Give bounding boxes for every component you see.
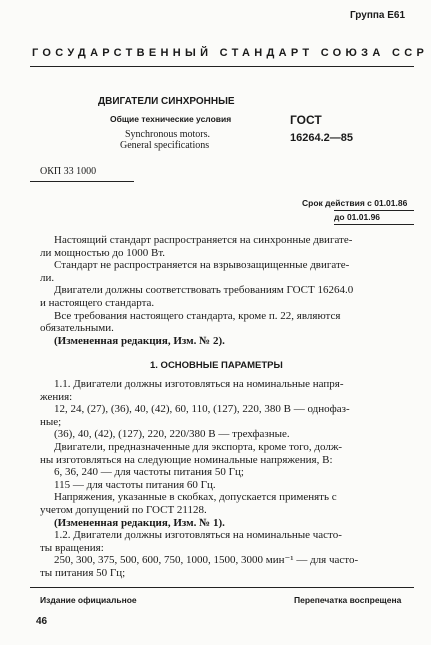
text-line: обязательными. (40, 322, 114, 335)
text-line: Двигатели должны соответствовать требованиям ГОСТ 16264.0 (54, 284, 354, 297)
reprint-prohibited: Перепечатка воспрещена (294, 595, 402, 605)
text-line: ты питания 50 Гц; (40, 566, 126, 579)
validity-from: Срок действия с 01.01.86 (302, 198, 408, 208)
header-rule (30, 66, 414, 67)
document-title: ДВИГАТЕЛИ СИНХРОННЫЕ (98, 96, 235, 107)
validity-rule (334, 210, 414, 211)
text-line: учетом допущений по ГОСТ 21128. (40, 503, 207, 516)
title-english-line-2: General specifications (120, 140, 210, 151)
text-line: Напряжения, указанные в скобках, допускается применять с (54, 491, 337, 504)
section-1-text (40, 378, 416, 580)
text-line: ты вращения: (40, 541, 104, 554)
amendment-note: (Измененная редакция, Изм. № 1). (54, 516, 225, 529)
text-line: жения: (40, 390, 73, 403)
okp-code: ОКП 33 1000 (40, 166, 97, 177)
state-standard-title: ГОСУДАРСТВЕННЫЙ СТАНДАРТ СОЮЗА ССР (32, 47, 429, 59)
text-line: ны изготовляться на следующие номинальные напряжения, В: (40, 453, 333, 466)
text-line: и настоящего стандарта. (40, 296, 155, 309)
text-line: 6, 36, 240 — для частоты питания 50 Гц; (54, 466, 244, 479)
text-line: Стандарт не распространяется на взрывозащищенные двигате- (54, 259, 350, 272)
text-line: 115 — для частоты питания 60 Гц. (54, 478, 216, 491)
amendment-note: (Измененная редакция, Изм. № 2). (54, 334, 225, 347)
text-line: (36), 40, (42), (127), 220, 220/380 В — трехфазные. (54, 428, 290, 441)
official-edition: Издание официальное (40, 595, 137, 605)
text-line: 12, 24, (27), (36), 40, (42), 60, 110, (127), 220, 380 В — однофаз- (54, 403, 350, 416)
text-line: ли мощностью до 1000 Вт. (40, 246, 166, 259)
text-line: ли. (40, 271, 55, 284)
validity-rule-2 (334, 224, 414, 225)
document-subtitle: Общие технические условия (110, 114, 232, 124)
group-label: Группа Е61 (350, 10, 406, 21)
text-line: 1.1. Двигатели должны изготовляться на номинальные напря- (54, 378, 344, 390)
text-line: 250, 300, 375, 500, 600, 750, 1000, 1500, 3000 мин⁻¹ — для часто- (54, 554, 359, 567)
title-english-line-1: Synchronous motors. (125, 129, 210, 140)
text-line: Все требования настоящего стандарта, кроме п. 22, являются (54, 309, 341, 322)
intro-text (40, 234, 416, 347)
gost-label: ГОСТ (290, 113, 322, 127)
text-line: ные; (40, 415, 62, 428)
section-title: 1. ОСНОВНЫЕ ПАРАМЕТРЫ (150, 360, 283, 371)
text-line: Настоящий стандарт распространяется на синхронные двигате- (54, 234, 353, 246)
page-number: 46 (36, 616, 48, 627)
okp-rule (30, 181, 134, 182)
validity-to: до 01.01.96 (334, 212, 381, 222)
text-line: Двигатели, предназначенные для экспорта, кроме того, долж- (54, 440, 343, 453)
text-line: 1.2. Двигатели должны изготовляться на номинальные часто- (54, 529, 342, 542)
gost-number: 16264.2—85 (290, 132, 353, 144)
footer-rule (30, 587, 414, 588)
